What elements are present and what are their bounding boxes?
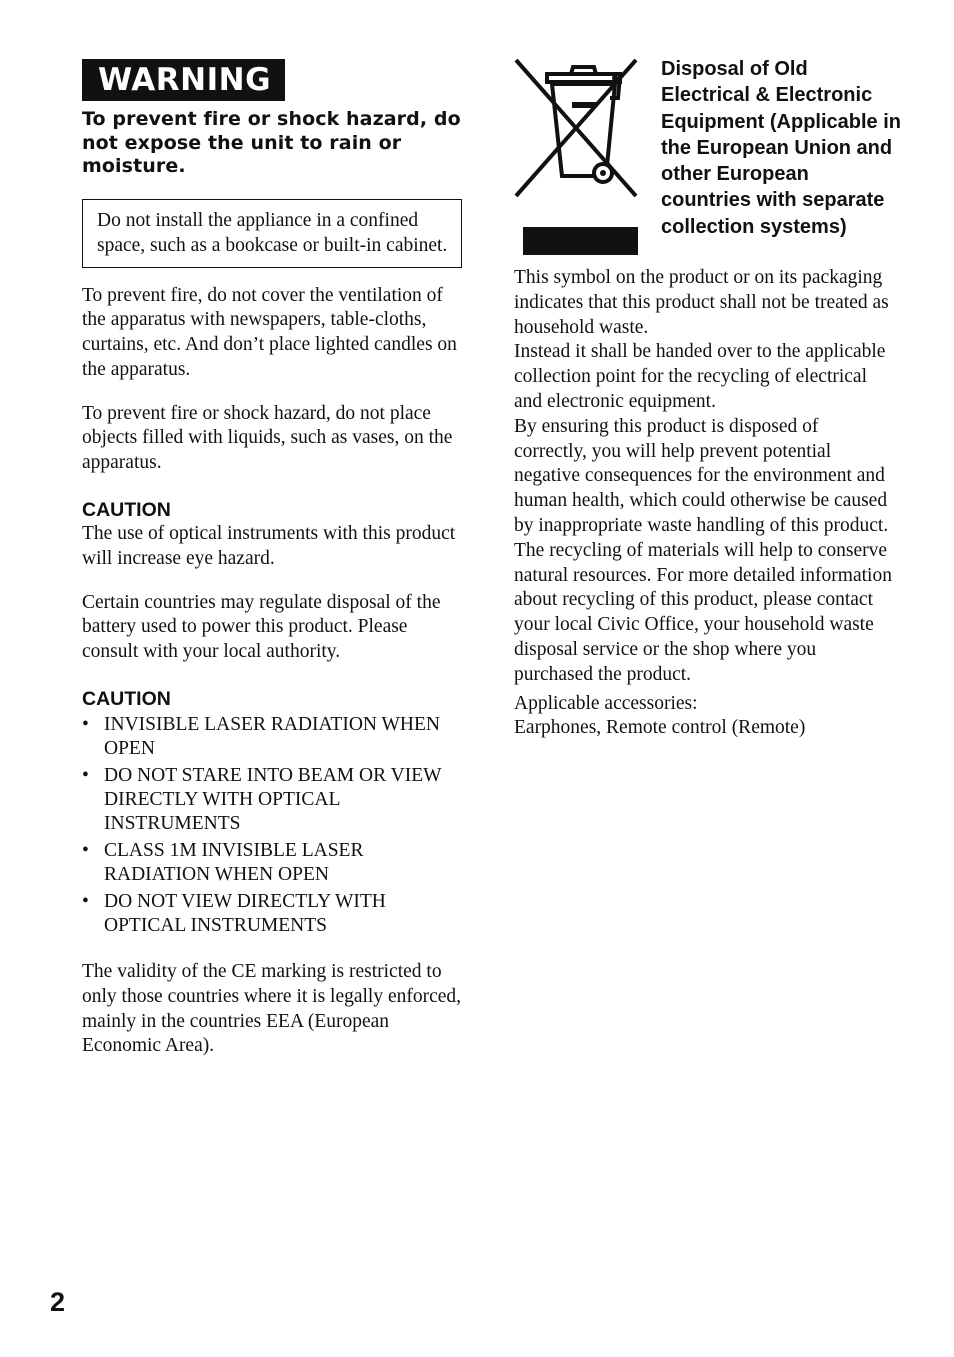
caution-heading-2: CAUTION <box>82 688 171 711</box>
list-item-text: DO NOT STARE INTO BEAM OR VIEW DIRECTLY WITH OPTICAL INSTRUMENTS <box>104 765 442 835</box>
optical-hazard-paragraph: The use of optical instruments with this product will increase eye hazard. <box>82 523 456 569</box>
ce-marking-paragraph: The validity of the CE marking is restricted to only those countries where it is legally enforced, mainly in the countries EEA (European Economic Area). <box>82 961 462 1057</box>
bullet-icon: • <box>82 765 89 787</box>
caution-heading-1: CAUTION <box>82 499 171 522</box>
list-item <box>82 764 462 836</box>
list-item-text: DO NOT VIEW DIRECTLY WITH OPTICAL INSTRUMENTS <box>104 891 386 937</box>
bullet-icon: • <box>82 891 89 913</box>
left-column <box>82 59 462 1059</box>
accessories-list: Earphones, Remote control (Remote) <box>514 717 806 739</box>
list-item-text: CLASS 1M INVISIBLE LASER RADIATION WHEN OPEN <box>104 840 364 886</box>
right-column <box>514 56 902 741</box>
ventilation-paragraph: To prevent fire, do not cover the ventilation of the apparatus with newspapers, table-cloths, curtains, etc. And don’t place lighted candles on the apparatus. <box>82 284 457 380</box>
installation-note-box: Do not install the appliance in a confined space, such as a bookcase or built-in cabinet. <box>82 199 462 268</box>
liquids-paragraph: To prevent fire or shock hazard, do not place objects filled with liquids, such as vases, on the apparatus. <box>82 402 453 474</box>
battery-disposal-paragraph: Certain countries may regulate disposal of the battery used to power this product. Please consult with your local authority. <box>82 591 441 663</box>
bullet-icon: • <box>82 714 89 736</box>
crossed-out-wheeled-bin-icon <box>514 56 638 256</box>
list-item <box>82 890 462 938</box>
disposal-body-paragraph: This symbol on the product or on its packaging indicates that this product shall not be treated as household waste. Instead it shall be handed over to the applicable collection point for the recycling of electrical and electronic equipment. By ensuring this product is disposed of correctly, you will help prevent potential negative consequences for the environment and human health, which could otherwise be caused by inappropriate waste handling of this product. The recycling of materials will help to conserve natural resources. For more detailed information about recycling of this product, please contact your local Civic Office, your household waste disposal service or the shop where you purchased the product. <box>514 267 892 685</box>
bullet-icon: • <box>82 840 89 862</box>
list-item <box>82 713 462 761</box>
page-number: 2 <box>50 1287 66 1317</box>
disposal-title: Disposal of Old Electrical & Electronic Equipment (Applicable in the European Union and other European countries with separate collection systems) <box>661 58 902 238</box>
warning-badge: WARNING <box>82 59 285 101</box>
laser-warning-list <box>82 713 462 938</box>
accessories-label: Applicable accessories: <box>514 692 698 714</box>
list-item <box>82 839 462 887</box>
list-item-text: INVISIBLE LASER RADIATION WHEN OPEN <box>104 714 440 760</box>
warning-lead-text: To prevent fire or shock hazard, do not expose the unit to rain or moisture. <box>82 108 461 177</box>
disposal-header <box>514 56 902 266</box>
